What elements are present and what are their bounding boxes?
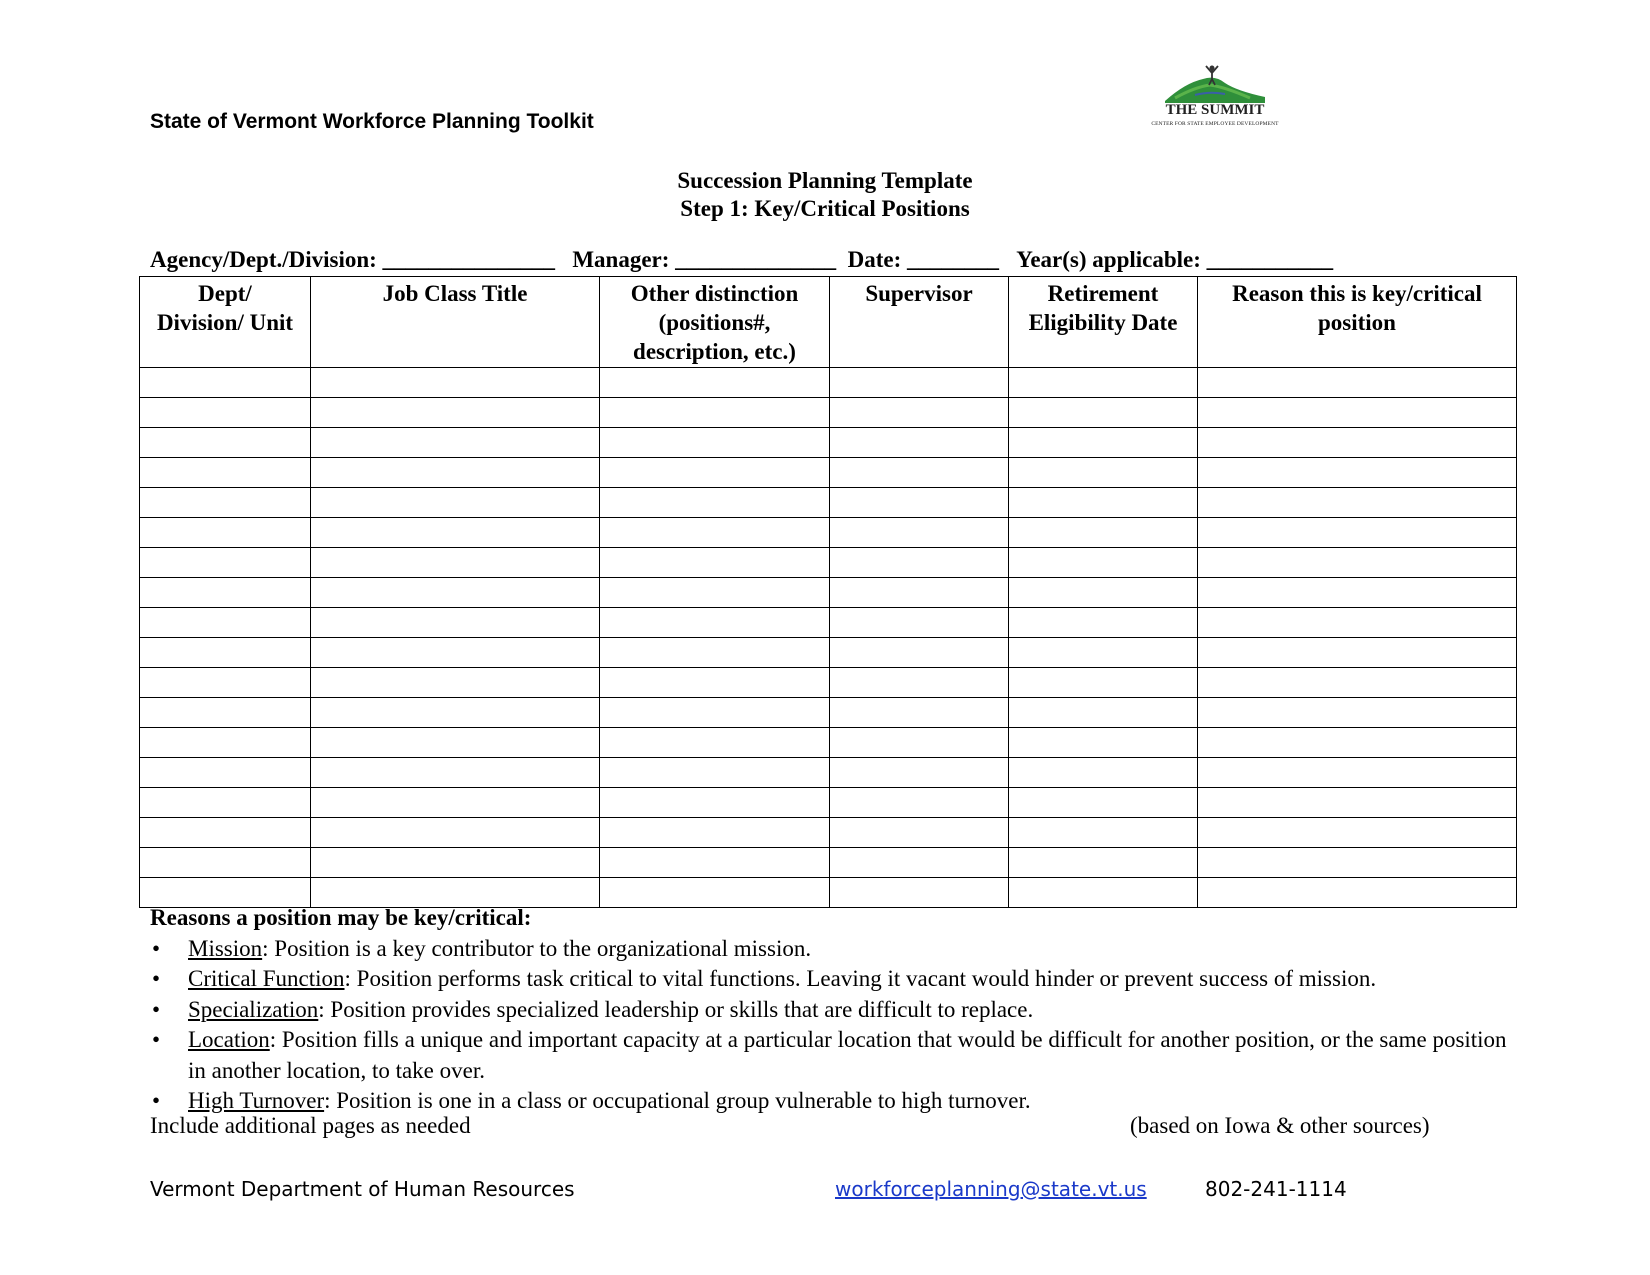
footer-phone: 802-241-1114 <box>1205 1177 1347 1201</box>
table-cell[interactable] <box>830 818 1009 848</box>
table-row <box>140 368 1517 398</box>
list-item <box>150 964 1510 995</box>
manager-field[interactable]: Manager: ______________ <box>572 247 837 272</box>
table-cell[interactable] <box>1198 698 1517 728</box>
table-cell[interactable] <box>1009 848 1198 878</box>
table-cell[interactable] <box>1009 458 1198 488</box>
document-title: Succession Planning Template <box>677 168 973 193</box>
reason-text: : Position is a key contributor to the organizational mission. <box>262 935 812 961</box>
table-cell[interactable] <box>1198 578 1517 608</box>
table-row <box>140 758 1517 788</box>
table-cell[interactable] <box>600 698 830 728</box>
table-cell[interactable] <box>1198 548 1517 578</box>
list-item <box>150 995 1510 1026</box>
table-cell[interactable] <box>311 578 600 608</box>
bullet-icon: • <box>152 1088 161 1113</box>
table-cell[interactable] <box>1198 758 1517 788</box>
table-cell[interactable] <box>1198 428 1517 458</box>
table-cell[interactable] <box>1009 668 1198 698</box>
reason-text: : Position provides specialized leadership or skills that are difficult to replace. <box>318 996 1034 1022</box>
bullet-icon: • <box>152 935 161 961</box>
table-cell[interactable] <box>1198 788 1517 818</box>
table-cell[interactable] <box>140 458 311 488</box>
table-cell[interactable] <box>1198 728 1517 758</box>
table-cell[interactable] <box>140 578 311 608</box>
summit-mountain-icon <box>1165 65 1265 105</box>
table-cell[interactable] <box>830 458 1009 488</box>
table-cell[interactable] <box>1009 818 1198 848</box>
reasons-heading: Reasons a position may be key/critical: <box>150 905 532 930</box>
list-item <box>150 1025 1510 1086</box>
table-row <box>140 548 1517 578</box>
footer-note <box>150 1113 1460 1139</box>
footer-email-link[interactable]: workforceplanning@state.vt.us <box>835 1177 1147 1201</box>
table-header-row <box>140 277 1517 368</box>
table-cell[interactable] <box>1198 668 1517 698</box>
table-cell[interactable] <box>311 518 600 548</box>
table-row <box>140 848 1517 878</box>
reason-term: Mission <box>188 935 263 961</box>
table-cell[interactable] <box>140 368 311 398</box>
table-cell[interactable] <box>140 488 311 518</box>
table-cell[interactable] <box>311 698 600 728</box>
table-cell[interactable] <box>311 398 600 428</box>
table-cell[interactable] <box>830 428 1009 458</box>
table-cell[interactable] <box>830 728 1009 758</box>
reason-text: : Position is one in a class or occupational group vulnerable to high turnover. <box>324 1088 1031 1113</box>
additional-pages-note: Include additional pages as needed <box>150 1113 471 1138</box>
table-row <box>140 728 1517 758</box>
years-field[interactable]: Year(s) applicable: ___________ <box>1016 247 1334 272</box>
table-cell[interactable] <box>311 458 600 488</box>
table-cell[interactable] <box>311 758 600 788</box>
table-cell[interactable] <box>830 548 1009 578</box>
table-cell[interactable] <box>1009 758 1198 788</box>
table-cell[interactable] <box>1009 788 1198 818</box>
table-cell[interactable] <box>140 698 311 728</box>
bullet-icon: • <box>152 1027 161 1052</box>
header-other-distinction: Other distinction (positions#, description, etc.) <box>600 277 830 368</box>
table-cell[interactable] <box>830 518 1009 548</box>
table-row <box>140 518 1517 548</box>
table-body <box>140 368 1517 908</box>
table-row <box>140 668 1517 698</box>
table-cell[interactable] <box>1009 578 1198 608</box>
table-cell[interactable] <box>1009 398 1198 428</box>
table-cell[interactable] <box>140 428 311 458</box>
table-cell[interactable] <box>1198 638 1517 668</box>
table-cell[interactable] <box>311 818 600 848</box>
reason-text: : Position fills a unique and important capacity at a particular location that would be difficult for another position, or the same position in another location, to take over. <box>188 1027 1507 1083</box>
table-cell[interactable] <box>830 488 1009 518</box>
table-cell[interactable] <box>600 608 830 638</box>
reason-term: High Turnover <box>188 1088 325 1113</box>
table-cell[interactable] <box>600 728 830 758</box>
summit-logo <box>1130 65 1300 135</box>
table-cell[interactable] <box>1009 428 1198 458</box>
table-cell[interactable] <box>1009 608 1198 638</box>
toolkit-title: State of Vermont Workforce Planning Toolkit <box>150 110 594 133</box>
table-cell[interactable] <box>600 428 830 458</box>
table-cell[interactable] <box>600 848 830 878</box>
sources-note: (based on Iowa & other sources) <box>1130 1113 1430 1138</box>
table-cell[interactable] <box>600 398 830 428</box>
reason-term: Location <box>188 1027 270 1052</box>
table-cell[interactable] <box>311 428 600 458</box>
table-cell[interactable] <box>140 728 311 758</box>
table-cell[interactable] <box>1009 638 1198 668</box>
table-cell[interactable] <box>830 668 1009 698</box>
header-job-class: Job Class Title <box>311 277 600 368</box>
agency-field[interactable]: Agency/Dept./Division: _______________ <box>150 247 556 272</box>
table-cell[interactable] <box>140 398 311 428</box>
table-cell[interactable] <box>600 788 830 818</box>
table-cell[interactable] <box>1009 698 1198 728</box>
table-cell[interactable] <box>1198 458 1517 488</box>
table-row <box>140 698 1517 728</box>
header-reason: Reason this is key/critical position <box>1198 277 1517 368</box>
table-cell[interactable] <box>140 818 311 848</box>
table-cell[interactable] <box>600 458 830 488</box>
info-line <box>150 247 1333 273</box>
table-cell[interactable] <box>600 758 830 788</box>
table-cell[interactable] <box>140 548 311 578</box>
table-cell[interactable] <box>830 638 1009 668</box>
table-cell[interactable] <box>600 488 830 518</box>
header-dept: Dept/ Division/ Unit <box>140 277 311 368</box>
table-cell[interactable] <box>1009 518 1198 548</box>
reasons-list <box>150 934 1510 1117</box>
table-row <box>140 638 1517 668</box>
logo-subtitle: CENTER FOR STATE EMPLOYEE DEVELOPMENT <box>1151 121 1279 127</box>
table-cell[interactable] <box>600 578 830 608</box>
table-cell[interactable] <box>140 788 311 818</box>
table-cell[interactable] <box>311 638 600 668</box>
header-retirement: Retirement Eligibility Date <box>1009 277 1198 368</box>
bullet-icon: • <box>152 966 161 991</box>
table-row <box>140 488 1517 518</box>
reason-text: : Position performs task critical to vital functions. Leaving it vacant would hinder or prevent success of mission. <box>344 966 1377 991</box>
table-cell[interactable] <box>1009 548 1198 578</box>
logo-title: THE SUMMIT <box>1165 102 1265 118</box>
table-cell[interactable] <box>1198 488 1517 518</box>
positions-table <box>139 276 1517 908</box>
document-step: Step 1: Key/Critical Positions <box>680 196 970 221</box>
table-cell[interactable] <box>830 698 1009 728</box>
table-cell[interactable] <box>830 578 1009 608</box>
table-cell[interactable] <box>830 608 1009 638</box>
table-row <box>140 818 1517 848</box>
table-cell[interactable] <box>311 368 600 398</box>
table-cell[interactable] <box>1009 488 1198 518</box>
bullet-icon: • <box>152 996 161 1022</box>
table-cell[interactable] <box>830 758 1009 788</box>
table-cell[interactable] <box>140 518 311 548</box>
table-row <box>140 398 1517 428</box>
table-cell[interactable] <box>311 728 600 758</box>
reasons-section <box>150 903 1510 1117</box>
table-cell[interactable] <box>311 788 600 818</box>
table-row <box>140 608 1517 638</box>
table-cell[interactable] <box>140 758 311 788</box>
reason-term: Specialization <box>188 996 319 1022</box>
table-cell[interactable] <box>600 818 830 848</box>
table-cell[interactable] <box>140 668 311 698</box>
footer-org: Vermont Department of Human Resources <box>150 1177 575 1201</box>
reason-term: Critical Function <box>188 966 345 991</box>
table-cell[interactable] <box>311 548 600 578</box>
table-cell[interactable] <box>1198 398 1517 428</box>
table-cell[interactable] <box>1198 368 1517 398</box>
table-cell[interactable] <box>311 608 600 638</box>
table-cell[interactable] <box>311 848 600 878</box>
table-cell[interactable] <box>1009 728 1198 758</box>
table-cell[interactable] <box>1198 608 1517 638</box>
table-cell[interactable] <box>1198 818 1517 848</box>
table-cell[interactable] <box>830 848 1009 878</box>
table-row <box>140 788 1517 818</box>
table-cell[interactable] <box>830 788 1009 818</box>
table-cell[interactable] <box>600 518 830 548</box>
header-supervisor: Supervisor <box>830 277 1009 368</box>
table-cell[interactable] <box>311 668 600 698</box>
list-item <box>150 934 1510 965</box>
list-item <box>150 1086 1510 1117</box>
table-cell[interactable] <box>140 608 311 638</box>
table-cell[interactable] <box>600 548 830 578</box>
table-cell[interactable] <box>140 638 311 668</box>
table-cell[interactable] <box>600 668 830 698</box>
table-cell[interactable] <box>1198 848 1517 878</box>
table-cell[interactable] <box>600 368 830 398</box>
table-row <box>140 458 1517 488</box>
table-cell[interactable] <box>1009 368 1198 398</box>
table-cell[interactable] <box>830 368 1009 398</box>
table-cell[interactable] <box>1198 518 1517 548</box>
table-row <box>140 428 1517 458</box>
table-cell[interactable] <box>311 488 600 518</box>
table-cell[interactable] <box>830 398 1009 428</box>
date-field[interactable]: Date: ________ <box>847 247 1000 272</box>
table-cell[interactable] <box>140 848 311 878</box>
table-cell[interactable] <box>600 638 830 668</box>
table-row <box>140 578 1517 608</box>
